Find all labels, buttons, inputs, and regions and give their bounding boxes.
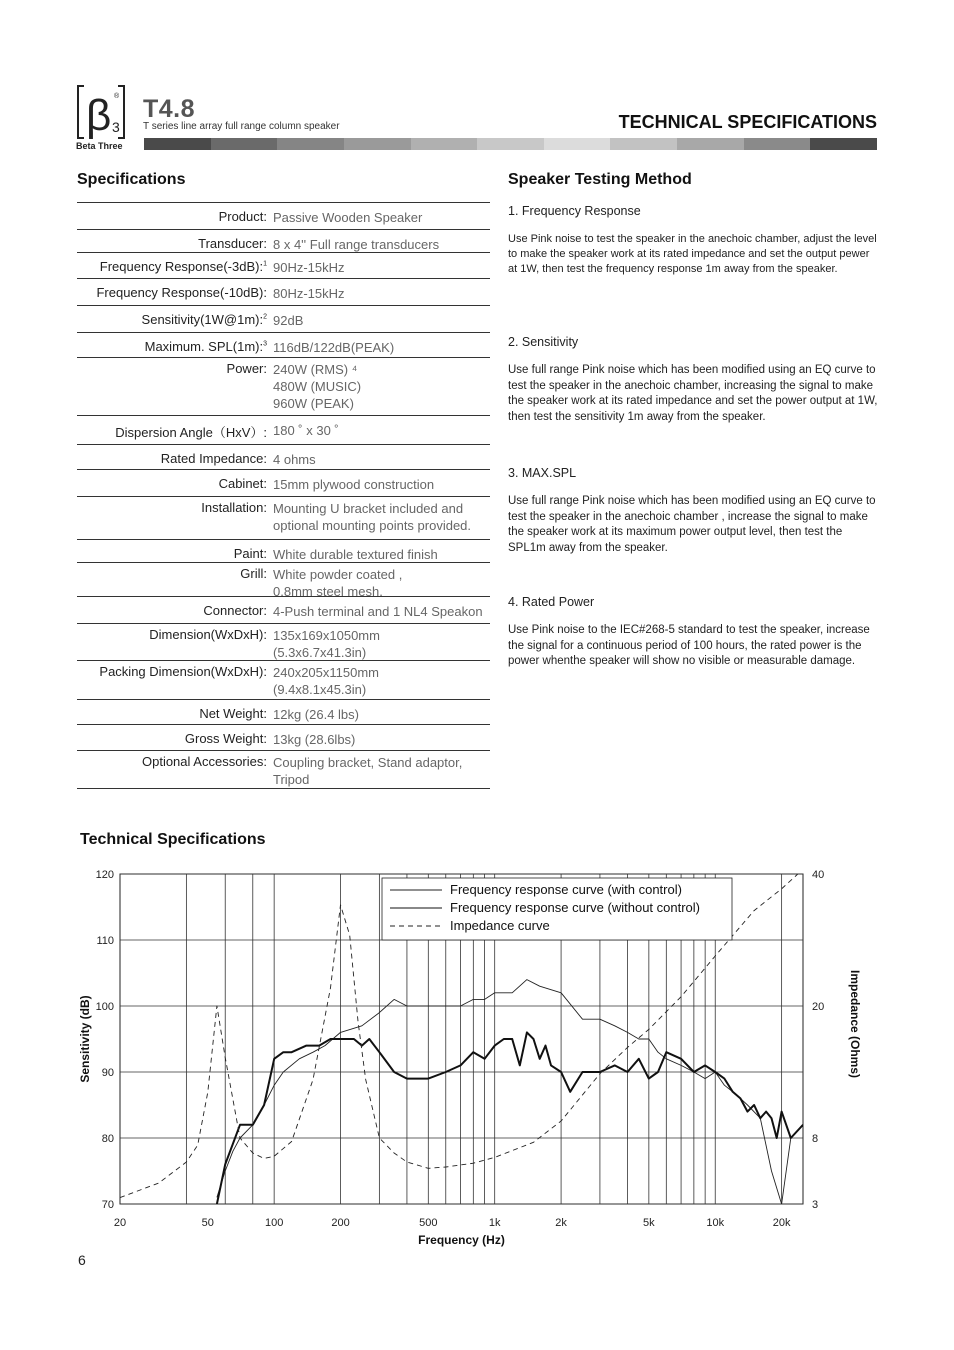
x-tick-label: 1k: [488, 1217, 501, 1229]
stripe-segment: [211, 138, 278, 150]
x-tick-label: 5k: [643, 1217, 655, 1229]
logo-frame: [76, 84, 130, 142]
header-color-stripe: [144, 138, 877, 150]
spec-label: Optional Accessories:: [141, 754, 267, 769]
x-tick-label: 100: [264, 1217, 284, 1229]
spec-label: Product:: [218, 209, 267, 224]
footnote-marker: 1: [263, 260, 267, 268]
x-tick-label: 2k: [555, 1217, 567, 1229]
x-tick-label: 10k: [706, 1217, 725, 1229]
stripe-segment: [344, 138, 411, 150]
spec-value: 135x169x1050mm (5.3x6.7x41.3in): [273, 628, 380, 660]
test-item-sensitivity: [508, 335, 878, 425]
spec-label: Paint:: [233, 546, 267, 561]
legend-label: Frequency response curve (without control): [450, 900, 701, 915]
y-tick-label: 110: [96, 935, 114, 947]
spec-row: [77, 305, 490, 332]
spec-label: Packing Dimension(WxDxH):: [99, 664, 267, 679]
test-heading: 1. Frequency Response: [508, 204, 641, 218]
y2-tick-label: 40: [812, 869, 825, 881]
test-item-frequency-response: [508, 204, 878, 277]
footnote-marker: 3: [263, 340, 267, 348]
spec-value: 240W (RMS) ⁴ 480W (MUSIC) 960W (PEAK): [273, 362, 362, 411]
spec-label: Cabinet:: [218, 476, 267, 491]
y-tick-label: 90: [101, 1067, 114, 1079]
spec-value: 116dB/122dB(PEAK): [273, 340, 395, 355]
spec-label: Transducer:: [198, 236, 267, 251]
x-tick-label: 500: [419, 1217, 438, 1229]
footnote-marker: 2: [263, 313, 267, 321]
stripe-segment: [677, 138, 744, 150]
brand-name: Beta Three: [76, 141, 123, 151]
test-item-rated-power: [508, 595, 878, 670]
spec-row: [77, 444, 490, 469]
spec-row: [77, 596, 490, 623]
spec-label: Frequency Response(-3dB):$^1$: [99, 259, 267, 274]
legend-label: Frequency response curve (with control): [450, 882, 682, 897]
specifications-title: Specifications: [77, 171, 186, 188]
stripe-segment: [477, 138, 544, 150]
spec-row: [77, 469, 490, 496]
spec-value: Mounting U bracket included and optional mounting points provided.: [273, 501, 472, 533]
spec-value: 180 ˚ x 30 ˚: [273, 423, 339, 438]
spec-label: Frequency Response(-10dB):: [96, 285, 267, 300]
stripe-segment: [810, 138, 877, 150]
logo-subscript: 3: [112, 119, 120, 135]
legend-label: Impedance curve: [450, 918, 550, 933]
x-tick-label: 50: [201, 1217, 214, 1229]
y2-tick-label: 20: [812, 1001, 825, 1013]
y-tick-label: 80: [101, 1133, 114, 1145]
test-description: Use full range Pink noise which has been modified using an EQ curve to test the speaker in the anechoic chamber , increase the signal to make the speaker work at its maximum power output level, then test the SPL1m away from the speaker.: [508, 495, 876, 554]
spec-value: 92dB: [273, 313, 304, 328]
spec-value: Passive Wooden Speaker: [273, 210, 423, 225]
page-heading: TECHNICAL SPECIFICATIONS: [618, 112, 877, 132]
test-heading: 2. Sensitivity: [508, 335, 579, 349]
spec-row: [77, 724, 490, 750]
y2-axis-label: Impedance (Ohms): [848, 969, 862, 1079]
stripe-segment: [411, 138, 478, 150]
spec-value: 80Hz-15kHz: [273, 286, 345, 301]
stripe-segment: [144, 138, 211, 150]
spec-label: Connector:: [203, 603, 267, 618]
registered-mark: ®: [114, 93, 120, 100]
brand-logo: [76, 84, 126, 140]
test-description: Use Pink noise to the IEC#268-5 standard to test the speaker, increase the signal for a continuous period of 100 hours, the rated power is the power whenthe speaker will show no visible or measurable damage.: [508, 624, 870, 667]
spec-value: 15mm plywood construction: [273, 477, 435, 492]
spec-label: Maximum. SPL(1m):$^3$: [144, 339, 267, 354]
stripe-segment: [610, 138, 677, 150]
spec-label: Sensitivity(1W@1m):$^2$: [141, 312, 267, 327]
test-description: Use full range Pink noise which has been modified using an EQ curve to test the speaker in the anechoic chamber, increasing the signal to make the speaker work at its rated impedance and set the power output at 1W, then test the sensitivity 1m away from the speaker.: [508, 364, 878, 423]
spec-value: 13kg (28.6lbs): [273, 732, 356, 747]
x-tick-label: 20k: [772, 1217, 791, 1229]
x-axis-label: Frequency (Hz): [418, 1233, 505, 1247]
spec-row: [77, 252, 490, 278]
spec-label: Rated Impedance:: [160, 451, 267, 466]
spec-row: [77, 496, 490, 539]
stripe-segment: [544, 138, 611, 150]
test-heading: 3. MAX.SPL: [508, 466, 577, 480]
test-heading: 4. Rated Power: [508, 595, 595, 609]
spec-label: Power:: [226, 361, 267, 376]
spec-row: [77, 562, 490, 599]
spec-row: [77, 539, 490, 562]
frequency-response-chart: [0, 860, 954, 1260]
spec-row: [77, 332, 490, 357]
test-item-max-spl: [508, 466, 878, 556]
spec-value: 90Hz-15kHz: [273, 260, 345, 275]
spec-row: [77, 699, 490, 724]
spec-row: [77, 278, 490, 305]
y-tick-label: 70: [101, 1199, 114, 1211]
page-number: 6: [78, 1252, 86, 1268]
spec-value: 240x205x1150mm (9.4x8.1x45.3in): [273, 665, 379, 697]
x-tick-label: 20: [113, 1217, 127, 1229]
spec-label: Installation:: [201, 500, 267, 515]
spec-label: Grill:: [240, 566, 267, 581]
stripe-segment: [277, 138, 344, 150]
spec-row: [77, 660, 490, 699]
y2-tick-label: 3: [812, 1199, 819, 1211]
spec-label: Dimension(WxDxH):: [149, 627, 267, 642]
spec-value: 12kg (26.4 lbs): [273, 707, 359, 722]
testing-method-title: Speaker Testing Method: [508, 171, 692, 188]
spec-value: White durable textured finish: [273, 547, 438, 562]
y-tick-label: 100: [95, 1001, 114, 1013]
spec-row: [77, 415, 490, 444]
spec-value: 8 x 4'' Full range transducers: [273, 237, 440, 252]
x-tick-label: 200: [331, 1217, 350, 1229]
model-subtitle: T series line array full range column speaker: [143, 121, 340, 132]
spec-value: 4-Push terminal and 1 NL4 Speakon: [273, 604, 483, 619]
test-description: Use Pink noise to test the speaker in the anechoic chamber, adjust the level to make the speaker work at its rated impedance and set the output pewer at 1W, then test the frequency response 1m away from the speaker.: [508, 233, 877, 275]
spec-label: Gross Weight:: [184, 731, 267, 746]
spec-value: White powder coated , 0.8mm steel mesh.: [273, 567, 403, 599]
stripe-segment: [744, 138, 811, 150]
spec-row: [77, 750, 490, 789]
y2-tick-label: 8: [812, 1133, 819, 1145]
y-axis-label: Sensitivity (dB): [78, 995, 92, 1083]
spec-row: [77, 202, 490, 229]
spec-row: [77, 623, 490, 660]
spec-label: Net Weight:: [199, 706, 267, 721]
y-tick-label: 120: [95, 869, 114, 881]
spec-table: [77, 202, 490, 789]
model-name: T4.8: [143, 95, 196, 123]
spec-value: 4 ohms: [273, 452, 316, 467]
chart-section-title: Technical Specifications: [80, 831, 266, 848]
spec-row: [77, 229, 490, 252]
logo-glyph: β: [86, 91, 112, 140]
spec-value: Coupling bracket, Stand adaptor, Tripod: [273, 755, 463, 787]
spec-row: [77, 357, 490, 415]
spec-label: Dispersion Angle（HxV）:: [115, 425, 267, 440]
